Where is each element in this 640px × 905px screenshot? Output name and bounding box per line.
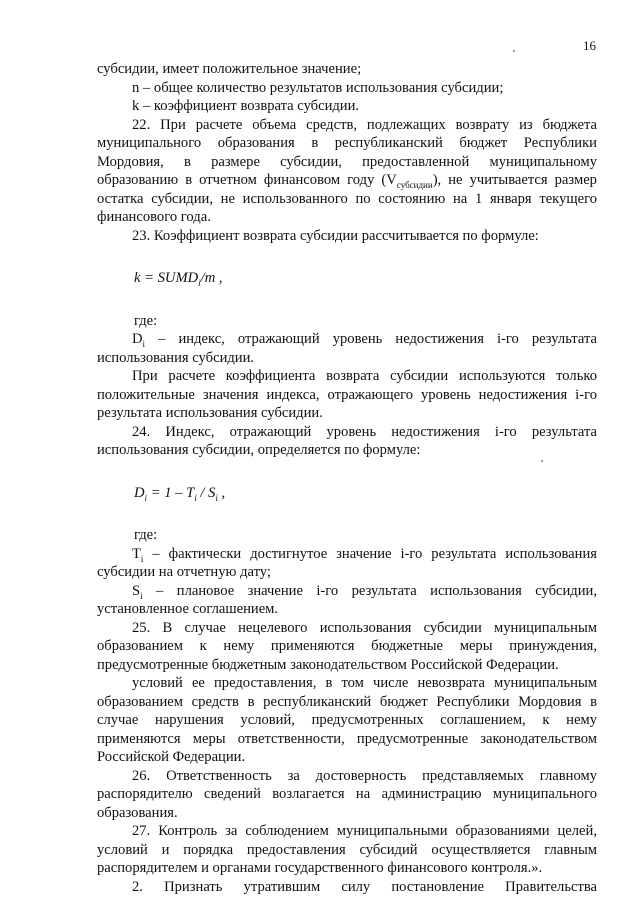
spacer <box>97 288 597 312</box>
formula-k-sub: i <box>198 277 201 288</box>
paragraph-22-text: 22. При расчете объема средств, подлежащих возврату из бюджета муниципального образования в республиканский бюджет Республики Мордовия, в размере субсидии, предоставленной муниципальному образованию в отчетном финансовом году (V <box>97 116 597 188</box>
formula-d-a-sub: i <box>144 492 148 503</box>
definition-d-sub: i <box>142 338 146 349</box>
definition-n: n – общее количество результатов использования субсидии; <box>132 79 504 96</box>
spacer <box>97 460 597 484</box>
definition-s-symbol: S <box>132 582 141 599</box>
definition-d-symbol: D <box>132 331 143 347</box>
formula-d-c: / S <box>196 484 216 501</box>
paragraph-27: 27. Контроль за соблюдением муниципальными образованиями целей, условий и порядка предоставления субсидий осуществляется главным распорядителем и органами государственного финансового контроля.». <box>97 823 597 876</box>
paragraph-23: 23. Коэффициент возврата субсидии рассчитывается по формуле: <box>132 227 539 244</box>
scan-speck <box>513 50 515 52</box>
where-label: где: <box>134 312 158 329</box>
definition-t-symbol: T <box>132 545 141 562</box>
spacer <box>97 502 597 526</box>
formula-d-a: D <box>134 484 145 501</box>
formula-d-d: , <box>217 484 226 501</box>
definition-t <box>97 545 597 582</box>
definition-d-text: – индекс, отражающий уровень недостижения i-го результата использования субсидии. <box>97 331 597 366</box>
line-continuation: субсидии, имеет положительное значение; <box>97 61 362 77</box>
definition-k: k – коэффициент возврата субсидии. <box>132 98 360 114</box>
definition-s-sub: i <box>140 590 143 601</box>
definition-s <box>97 582 597 619</box>
definition-d <box>97 330 597 367</box>
where-label: где: <box>134 527 158 543</box>
paragraph-22-text-after: ), не учитывается размер остатка субсидии, не использованного по состоянию на 1 января текущего финансового года. <box>97 172 597 225</box>
paragraph-calc-note: При расчете коэффициента возврата субсидии используются только положительные значения индекса, отражающего уровень недостижения i-го результата использования субсидии. <box>97 368 597 421</box>
definition-s-text: – плановое значение i-го результата использования субсидии, установленное соглашением. <box>97 582 597 617</box>
spacer <box>97 245 597 269</box>
formula-d-b-sub: i <box>194 492 197 503</box>
definition-t-text: – фактически достигнутое значение i-го результата использования субсидии на отчетную дату; <box>97 545 597 580</box>
formula-d <box>97 484 597 503</box>
formula-d-b: = 1 – T <box>147 484 195 501</box>
paragraph-24: 24. Индекс, отражающий уровень недостижения i-го результата использования субсидии, определяется по формуле: <box>97 423 597 458</box>
paragraph-conditions: условий ее предоставления, в том числе невозврата муниципальным образованием средств в республиканский бюджет Республики Мордовия в случае нарушения условий, предусмотренных соглашением, к нему применяются меры ответственности, предусмотренные законодательством Российской Федерации. <box>97 675 597 765</box>
formula-k-post: /m , <box>200 270 223 286</box>
formula-d-c-sub: i <box>215 492 218 503</box>
paragraph-22 <box>97 116 597 227</box>
paragraph-25: 25. В случае нецелевого использования субсидии муниципальным образованием к нему применяются бюджетные меры принуждения, предусмотренные бюджетным законодательством Российской Федерации. <box>97 619 597 673</box>
document-body <box>97 60 597 896</box>
definition-t-sub: i <box>140 553 144 564</box>
formula-k <box>97 269 597 288</box>
paragraph-22-subscript: субсидии <box>396 179 433 190</box>
page-number: 16 <box>583 38 596 53</box>
paragraph-final: 2. Признать утратившим силу постановление Правительства <box>132 878 597 895</box>
paragraph-26: 26. Ответственность за достоверность представляемых главному распорядителю сведений возлагается на администрацию муниципального образования. <box>97 767 597 821</box>
formula-k-pre: k = SUMD <box>134 270 199 286</box>
